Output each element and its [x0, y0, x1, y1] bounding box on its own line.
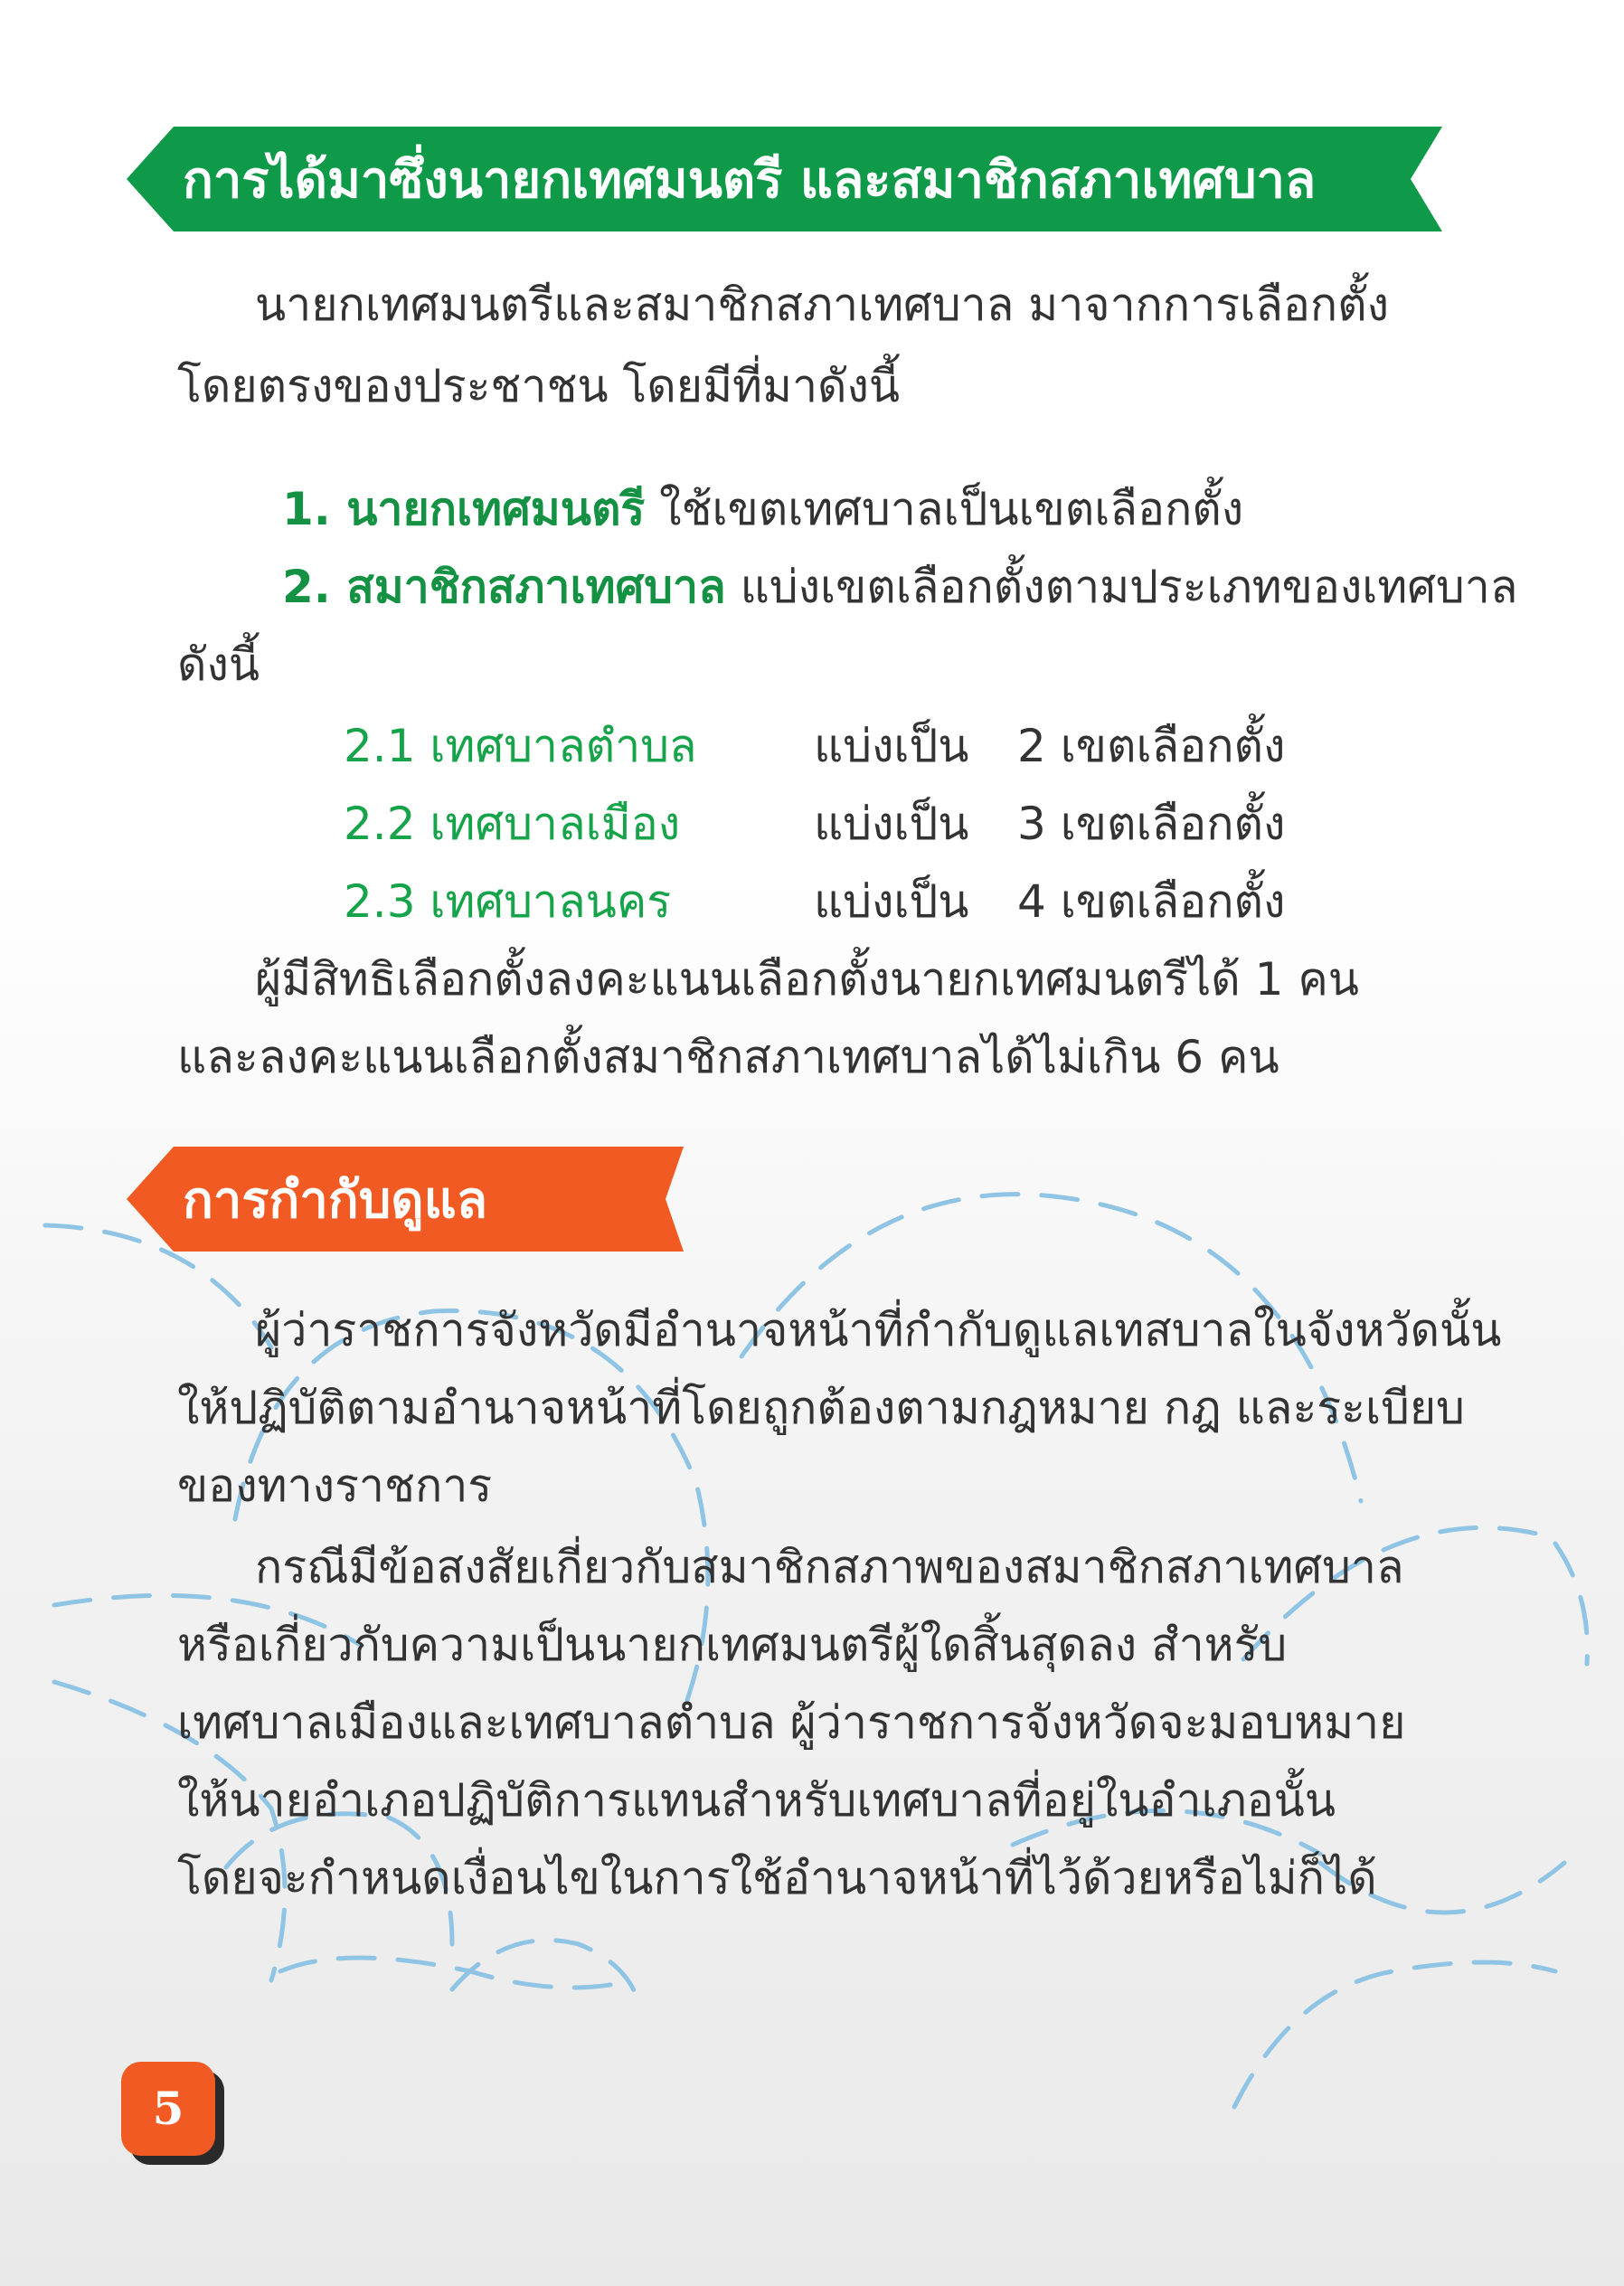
list-item-label: 2. สมาชิกสภาเทศบาล	[282, 561, 726, 613]
section-title: การกำกับดูแล	[183, 1171, 488, 1230]
list-item-continuation: ดังนี้	[177, 638, 260, 691]
intro-paragraph-line: นายกเทศมนตรีและสมาชิกสภาเทศบาล มาจากการเลือกตั้ง	[255, 279, 1390, 331]
subitem-label: 2.2 เทศบาลเมือง	[344, 798, 681, 850]
supervision-paragraph-line: เทศบาลเมืองและเทศบาลตำบล ผู้ว่าราชการจังหวัดจะมอบหมาย	[177, 1696, 1406, 1749]
list-item-mayor	[282, 470, 1243, 548]
list-item-text: ใช้เขตเทศบาลเป็นเขตเลือกตั้ง	[645, 483, 1244, 535]
subitem-zones: 2 เขตเลือกตั้ง	[1017, 720, 1286, 772]
supervision-paragraph-line: ให้ปฏิบัติตามอำนาจหน้าที่โดยถูกต้องตามกฎหมาย กฎ และระเบียบ	[177, 1382, 1465, 1434]
voter-paragraph-line: ผู้มีสิทธิเลือกตั้งลงคะแนนเลือกตั้งนายกเทศมนตรีได้ 1 คน	[255, 953, 1359, 1006]
list-item-council	[282, 548, 1518, 626]
page-number-badge: 5	[121, 2062, 215, 2156]
subitem-label: 2.3 เทศบาลนคร	[344, 875, 672, 928]
supervision-paragraph-line: กรณีมีข้อสงสัยเกี่ยวกับสมาชิกสภาพของสมาชิกสภาเทศบาล	[255, 1541, 1404, 1593]
section-title-banner-orange	[127, 1147, 684, 1252]
subitem-divide: แบ่งเป็น	[814, 875, 969, 928]
supervision-paragraph-line: โดยจะกำหนดเงื่อนไขในการใช้อำนาจหน้าที่ไว้ด้วยหรือไม่ก็ได้	[177, 1852, 1377, 1904]
intro-paragraph-line: โดยตรงของประชาชน โดยมีที่มาดังนี้	[177, 360, 901, 412]
subitem-divide: แบ่งเป็น	[814, 798, 969, 850]
subitem-zones: 3 เขตเลือกตั้ง	[1017, 798, 1286, 850]
supervision-paragraph-line: ผู้ว่าราชการจังหวัดมีอำนาจหน้าที่กำกับดูแลเทสบาลในจังหวัดนั้น	[255, 1304, 1502, 1356]
subitem-zones: 4 เขตเลือกตั้ง	[1017, 875, 1286, 928]
supervision-paragraph-line: ให้นายอำเภอปฏิบัติการแทนสำหรับเทศบาลที่อยู่ในอำเภอนั้น	[177, 1774, 1336, 1827]
section-title-banner-green	[127, 127, 1442, 231]
voter-paragraph-line: และลงคะแนนเลือกตั้งสมาชิกสภาเทศบาลได้ไม่เกิน 6 คน	[177, 1031, 1279, 1083]
list-item-text: แบ่งเขตเลือกตั้งตามประเภทของเทศบาล	[725, 561, 1518, 613]
supervision-paragraph-line: ของทางราชการ	[177, 1459, 493, 1512]
subitem-divide: แบ่งเป็น	[814, 720, 969, 772]
section-title: การได้มาซึ่งนายกเทศมนตรี และสมาชิกสภาเทศบาล	[183, 151, 1317, 210]
supervision-paragraph-line: หรือเกี่ยวกับความเป็นนายกเทศมนตรีผู้ใดสิ้นสุดลง สำหรับ	[177, 1619, 1288, 1671]
subitem-label: 2.1 เทศบาลตำบล	[344, 720, 697, 772]
list-item-label: 1. นายกเทศมนตรี	[282, 483, 646, 535]
